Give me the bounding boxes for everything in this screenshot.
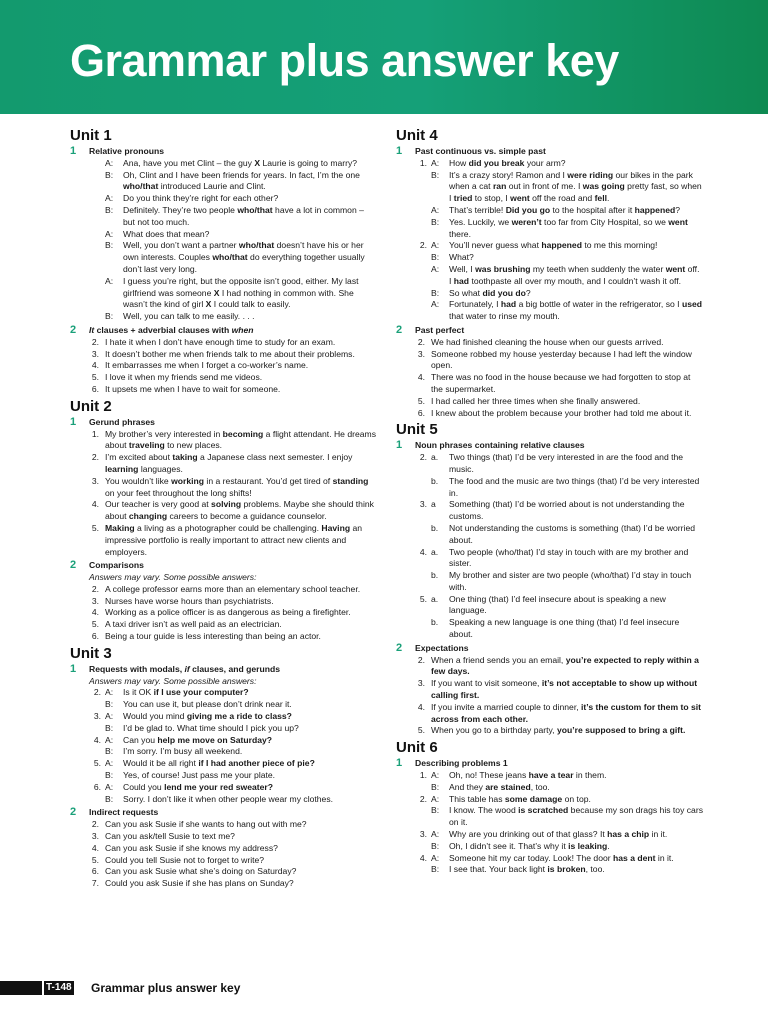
answer-text: Can you help me move on Saturday?	[123, 734, 273, 745]
answer-text: Can you ask Susie what she’s doing on Saturday?	[105, 866, 297, 877]
answer-line	[89, 770, 378, 782]
answer-text: How did you break your arm?	[449, 157, 566, 168]
answer-text: I had called her three times when she finally answered.	[431, 395, 641, 406]
answer-text: What does that mean?	[123, 228, 210, 239]
answer-line	[89, 372, 378, 384]
unit-title: Unit 5	[396, 421, 438, 439]
answer-line	[89, 193, 378, 205]
exercise-section	[70, 325, 378, 396]
answer-text: Could you lend me your red sweater?	[123, 781, 273, 792]
exercise-title: Comparisons	[89, 560, 144, 571]
unit-title: Unit 1	[70, 127, 112, 144]
answer-text: Definitely. They’re two people who/that have a lot in common – but not too much.	[123, 204, 364, 227]
answer-text: It upsets me when I have to wait for someone.	[105, 383, 281, 394]
answer-line	[89, 843, 378, 855]
item-number: 6.	[417, 407, 425, 418]
speaker-label: B:	[105, 311, 114, 322]
speaker-label: A:	[105, 711, 114, 722]
answer-text: The food and the music are two things (that) I’d be very interested in.	[449, 475, 700, 498]
item-number: 3.	[417, 348, 425, 359]
answer-line	[89, 349, 378, 361]
answer-text: I’m sorry. I’m busy all weekend.	[123, 746, 243, 757]
item-number: 4.	[417, 701, 425, 712]
speaker-label: B:	[431, 287, 440, 298]
speaker-label: B:	[431, 781, 440, 792]
page-number: T-148	[46, 982, 72, 993]
answer-line	[89, 170, 378, 194]
answer-line	[415, 252, 704, 264]
speaker-label: B:	[431, 840, 440, 851]
speaker-label: A:	[105, 228, 114, 239]
answer-text: When a friend sends you an email, you’re expected to reply within a few days.	[431, 654, 699, 677]
exercise-number: 1	[396, 757, 403, 770]
answer-text: Someone robbed my house yesterday because I had left the window open.	[431, 348, 692, 371]
answer-text: Two things (that) I’d be very interested in are the food and the music.	[449, 452, 684, 474]
item-number: 3.	[93, 711, 101, 722]
answer-text: Is it OK if I use your computer?	[123, 687, 249, 698]
speaker-label: b.	[431, 617, 439, 628]
item-number: 4.	[417, 372, 425, 383]
footer	[0, 978, 768, 998]
answer-line	[415, 396, 704, 408]
unit-block	[396, 739, 704, 876]
answer-text: Would you mind giving me a ride to class?	[123, 711, 292, 722]
exercise-section	[396, 758, 704, 876]
answer-line	[89, 499, 378, 523]
exercise-title: Noun phrases containing relative clauses	[415, 440, 585, 451]
item-number: 5.	[91, 619, 99, 630]
answer-text: I guess you’re right, but the opposite isn’t good, either. My last girlfriend was someone X I had nothing in common with. She wasn’t the kind of girl X I could talk to easily.	[123, 275, 359, 310]
item-number: 6.	[91, 631, 99, 642]
answer-line	[415, 264, 704, 288]
answer-line	[89, 276, 378, 311]
exercise-number: 2	[396, 641, 403, 654]
speaker-label: B:	[431, 216, 440, 227]
answer-text: Ana, have you met Clint – the guy X Laurie is going to marry?	[123, 157, 358, 168]
speaker-label: A:	[105, 687, 114, 698]
answer-text: And they are stained, too.	[449, 781, 550, 792]
item-number: 3.	[91, 348, 99, 359]
item-number: 3.	[419, 829, 427, 840]
unit-block	[396, 127, 704, 419]
answer-line	[415, 158, 704, 170]
answer-text: Why are you drinking out of that glass? It has a chip in it.	[449, 829, 668, 840]
answer-text: It doesn’t bother me when friends talk to me about their problems.	[105, 348, 355, 359]
item-number: 2.	[91, 819, 99, 830]
exercise-title: Describing problems 1	[415, 758, 508, 769]
answer-line	[89, 607, 378, 619]
answer-text: Can you ask Susie if she knows my address?	[105, 842, 278, 853]
answer-line	[89, 711, 378, 723]
answer-text: Something (that) I’d be worried about is not understanding the customs.	[449, 499, 685, 522]
speaker-label: A:	[105, 734, 114, 745]
answer-line	[89, 782, 378, 794]
answer-line	[415, 782, 704, 794]
exercise-number: 1	[70, 145, 77, 157]
answer-line	[89, 205, 378, 229]
item-number: 4.	[91, 607, 99, 618]
exercise-number: 2	[396, 323, 403, 336]
answer-line	[89, 794, 378, 806]
exercise-title: It clauses + adverbial clauses with when	[89, 324, 254, 335]
answer-line	[415, 349, 704, 373]
item-number: 2.	[91, 336, 99, 347]
item-number: 4.	[91, 360, 99, 371]
answer-line	[415, 217, 704, 241]
unit-title: Unit 2	[70, 397, 112, 415]
answer-text: One thing (that) I’d feel insecure about is speaking a new language.	[449, 593, 666, 616]
answer-text: Would it be all right if I had another piece of pie?	[123, 758, 315, 769]
speaker-label: A:	[431, 299, 440, 310]
speaker-label: A:	[105, 157, 114, 168]
answer-text: Yes. Luckily, we weren’t too far from City Hospital, so we went there.	[449, 216, 688, 239]
answer-line	[89, 452, 378, 476]
right-column	[396, 127, 704, 878]
item-number: 6.	[91, 866, 99, 877]
speaker-label: B:	[431, 169, 440, 180]
item-number: 7.	[91, 878, 99, 889]
answer-line	[89, 831, 378, 843]
exercise-section	[396, 440, 704, 641]
answer-line	[89, 384, 378, 396]
item-number: 2.	[91, 452, 99, 463]
answer-text: I know. The wood is scratched because my son drags his toy cars on it.	[449, 805, 703, 828]
answer-line	[415, 499, 704, 523]
answer-line	[415, 655, 704, 679]
answer-line	[415, 337, 704, 349]
answer-line	[89, 596, 378, 608]
item-number: 5.	[93, 758, 101, 769]
speaker-label: A:	[105, 275, 114, 286]
answer-text: My brother’s very interested in becoming a flight attendant. He dreams about traveling to new places.	[105, 428, 377, 451]
unit-title: Unit 3	[70, 644, 112, 662]
answer-text: Making a living as a photographer could be challenging. Having an impressive portfolio is really important to attract new clients and employers.	[105, 522, 363, 557]
answer-line	[415, 725, 704, 737]
exercise-number: 1	[396, 439, 403, 452]
item-number: 3.	[91, 831, 99, 842]
item-number: 4.	[91, 499, 99, 510]
item-number: 4.	[419, 546, 427, 557]
answer-text: So what did you do?	[449, 287, 531, 298]
speaker-label: a.	[431, 593, 439, 604]
speaker-label: B:	[105, 204, 114, 215]
item-number: 6.	[93, 781, 101, 792]
answer-text: It’s a crazy story! Ramon and I were riding our bikes in the park when a cat ran out in front of me. I was going pretty fast, so when I tried to stop, I went off the road and fell.	[449, 169, 702, 204]
answer-line	[415, 372, 704, 396]
unit-block	[70, 127, 378, 396]
speaker-label: A:	[431, 770, 440, 781]
footer-bar	[0, 981, 42, 995]
item-number: 2.	[91, 583, 99, 594]
speaker-label: B:	[431, 252, 440, 263]
answer-line	[89, 723, 378, 735]
answer-text: I’m excited about taking a Japanese class next semester. I enjoy learning languages.	[105, 452, 353, 474]
exercise-section	[396, 643, 704, 737]
answer-text: My brother and sister are two people (who/that) I’d stay in touch with.	[449, 570, 692, 592]
answer-text: I knew about the problem because your brother had told me about it.	[431, 407, 692, 418]
answer-text: If you want to visit someone, it’s not acceptable to show up without calling first.	[431, 678, 698, 701]
answer-text: I hate it when I don’t have enough time to study for an exam.	[105, 336, 336, 347]
exercise-title: Gerund phrases	[89, 416, 155, 427]
exercise-number: 1	[70, 662, 77, 675]
speaker-label: B:	[105, 770, 114, 781]
answer-line	[89, 360, 378, 372]
exercise-title: Requests with modals, if clauses, and gerunds	[89, 663, 281, 674]
answer-text: Speaking a new language is one thing (that) I’d feel insecure about.	[449, 617, 680, 640]
speaker-label: B:	[431, 805, 440, 816]
item-number: 5.	[417, 725, 425, 736]
answer-line	[89, 631, 378, 643]
answer-line	[89, 878, 378, 890]
item-number: 2.	[419, 793, 427, 804]
unit-block	[396, 421, 704, 737]
answer-line	[89, 240, 378, 275]
answer-text: I love it when my friends send me videos.	[105, 372, 263, 383]
speaker-label: B:	[105, 793, 114, 804]
speaker-label: B:	[105, 240, 114, 251]
exercise-title: Past perfect	[415, 324, 465, 335]
answer-text: Being a tour guide is less interesting than being an actor.	[105, 631, 321, 642]
exercise-note: Answers may vary. Some possible answers:	[89, 572, 257, 583]
exercise-number: 1	[396, 145, 403, 157]
answer-text: When you go to a birthday party, you’re supposed to bring a gift.	[431, 725, 686, 736]
item-number: 4.	[419, 852, 427, 863]
speaker-label: B:	[105, 699, 114, 710]
answer-line	[415, 288, 704, 300]
exercise-number: 2	[70, 806, 77, 819]
answer-text: A taxi driver isn’t as well paid as an electrician.	[105, 619, 282, 630]
answer-line	[89, 735, 378, 747]
exercise-title: Relative pronouns	[89, 146, 164, 156]
exercise-section	[70, 417, 378, 559]
exercise-title: Past continuous vs. simple past	[415, 146, 546, 156]
speaker-label: A:	[431, 240, 440, 251]
answer-line	[415, 523, 704, 547]
answer-line	[415, 702, 704, 726]
item-number: 2.	[417, 336, 425, 347]
answer-line	[89, 476, 378, 500]
speaker-label: A:	[431, 829, 440, 840]
exercise-section	[396, 146, 704, 323]
answer-line	[89, 429, 378, 453]
answer-line	[89, 158, 378, 170]
exercise-section	[70, 664, 378, 806]
speaker-label: b.	[431, 522, 439, 533]
item-number: 2.	[419, 240, 427, 251]
answer-text: You can use it, but please don’t drink near it.	[123, 699, 292, 710]
answer-text: Could you tell Susie not to forget to write?	[105, 854, 265, 865]
answer-line	[415, 594, 704, 618]
speaker-label: A:	[105, 193, 114, 204]
answer-text: What?	[449, 252, 474, 263]
answer-line	[415, 841, 704, 853]
exercise-section	[70, 560, 378, 643]
exercise-title: Expectations	[415, 642, 469, 653]
item-number: 3.	[91, 595, 99, 606]
answer-text: Well, you don’t want a partner who/that doesn’t have his or her own interests. Couples who/that do everything together usually don’t last very long.	[123, 240, 365, 274]
answer-line	[415, 853, 704, 865]
unit-title: Unit 6	[396, 739, 438, 757]
left-column	[70, 127, 378, 892]
speaker-label: B:	[105, 169, 114, 180]
speaker-label: A:	[105, 758, 114, 769]
answer-line	[89, 758, 378, 770]
speaker-label: A:	[431, 263, 440, 274]
answer-text: Well, you can talk to me easily. . . .	[123, 311, 255, 322]
answer-line	[415, 617, 704, 641]
answer-text: Nurses have worse hours than psychiatrists.	[105, 595, 274, 606]
answer-line	[415, 805, 704, 829]
speaker-label: B:	[105, 746, 114, 757]
answer-text: Our teacher is very good at solving problems. Maybe she should think about changing careers to become a guidance counselor.	[105, 499, 374, 522]
answer-text: It embarrasses me when I forget a co-worker’s name.	[105, 360, 309, 371]
answer-text: Oh, I didn’t see it. That’s why it is leaking.	[449, 840, 610, 851]
item-number: 6.	[91, 383, 99, 394]
answer-line	[415, 770, 704, 782]
answer-line	[415, 547, 704, 571]
answer-line	[89, 687, 378, 699]
item-number: 5.	[419, 593, 427, 604]
answer-line	[89, 855, 378, 867]
answer-line	[89, 311, 378, 323]
speaker-label: B:	[431, 864, 440, 875]
item-number: 4.	[93, 734, 101, 745]
page-title: Grammar plus answer key	[70, 35, 619, 86]
answer-line	[415, 452, 704, 476]
answer-text: Sorry. I don’t like it when other people wear my clothes.	[123, 793, 334, 804]
answer-text: Could you ask Susie if she has plans on Sunday?	[105, 878, 294, 889]
speaker-label: b.	[431, 475, 439, 486]
exercise-section	[396, 325, 704, 419]
speaker-label: b.	[431, 570, 439, 581]
speaker-label: A:	[431, 157, 440, 168]
item-number: 1.	[419, 157, 427, 168]
answer-text: Two people (who/that) I’d stay in touch with are my brother and sister.	[449, 546, 689, 569]
answer-text: Oh, no! These jeans have a tear in them.	[449, 770, 607, 781]
unit-block	[70, 645, 378, 890]
answer-line	[89, 584, 378, 596]
answer-text: Someone hit my car today. Look! The door has a dent in it.	[449, 852, 674, 863]
answer-text: You’ll never guess what happened to me this morning!	[449, 240, 658, 251]
answer-text: Do you think they’re right for each other?	[123, 193, 279, 204]
answer-line	[89, 699, 378, 711]
answer-text: Can you ask Susie if she wants to hang out with me?	[105, 819, 307, 830]
speaker-label: a.	[431, 546, 439, 557]
speaker-label: A:	[431, 204, 440, 215]
answer-text: That’s terrible! Did you go to the hospital after it happened?	[449, 204, 681, 215]
answer-text: Working as a police officer is as dangerous as being a firefighter.	[105, 607, 351, 618]
item-number: 2.	[93, 687, 101, 698]
exercise-section	[70, 807, 378, 890]
speaker-label: a.	[431, 452, 439, 463]
answer-text: I’d be glad to. What time should I pick you up?	[123, 722, 299, 733]
answer-text: Can you ask/tell Susie to text me?	[105, 831, 235, 842]
item-number: 3.	[91, 475, 99, 486]
answer-line	[89, 819, 378, 831]
speaker-label: A:	[105, 781, 114, 792]
exercise-note: Answers may vary. Some possible answers:	[89, 675, 257, 686]
item-number: 1.	[91, 428, 99, 439]
answer-text: You wouldn’t like working in a restaurant. You’d get tired of standing on your feet throughout the long shifts!	[105, 475, 369, 498]
answer-text: We had finished cleaning the house when our guests arrived.	[431, 336, 664, 347]
answer-line	[89, 523, 378, 558]
answer-line	[415, 864, 704, 876]
item-number: 3.	[417, 678, 425, 689]
answer-line	[415, 829, 704, 841]
answer-line	[415, 240, 704, 252]
answer-text: This table has some damage on top.	[449, 793, 591, 804]
speaker-label: B:	[105, 722, 114, 733]
item-number: 5.	[91, 854, 99, 865]
answer-line	[415, 794, 704, 806]
exercise-title: Indirect requests	[89, 807, 159, 818]
answer-text: I see that. Your back light is broken, too.	[449, 864, 605, 875]
answer-line	[415, 170, 704, 205]
answer-line	[89, 746, 378, 758]
exercise-section	[70, 146, 378, 323]
answer-line	[415, 299, 704, 323]
answer-line	[89, 619, 378, 631]
footer-title: Grammar plus answer key	[91, 981, 241, 995]
speaker-label: A:	[431, 852, 440, 863]
item-number: 4.	[91, 842, 99, 853]
speaker-label: A:	[431, 793, 440, 804]
item-number: 5.	[91, 522, 99, 533]
exercise-number: 2	[70, 323, 77, 336]
exercise-number: 1	[70, 415, 77, 428]
header-banner	[0, 0, 768, 114]
answer-line	[89, 229, 378, 241]
answer-line	[89, 337, 378, 349]
item-number: 5.	[417, 395, 425, 406]
item-number: 2.	[419, 452, 427, 463]
answer-line	[415, 570, 704, 594]
item-number: 2.	[417, 654, 425, 665]
answer-text: Yes, of course! Just pass me your plate.	[123, 770, 276, 781]
answer-text: There was no food in the house because we had forgotten to stop at the supermarket.	[431, 372, 691, 394]
answer-text: Not understanding the customs is something (that) I’d be worried about.	[449, 522, 696, 545]
exercise-number: 2	[70, 559, 77, 572]
answer-text: Oh, Clint and I have been friends for years. In fact, I’m the one who/that introduced Laurie and Clint.	[123, 169, 360, 192]
answer-text: Well, I was brushing my teeth when suddenly the water went off. I had toothpaste all over my mouth, and I couldn’t wash it off.	[449, 263, 700, 286]
answer-text: A college professor earns more than an elementary school teacher.	[105, 583, 361, 594]
speaker-label: a	[431, 499, 436, 510]
answer-text: Fortunately, I had a big bottle of water in the refrigerator, so I used that water to rinse my mouth.	[449, 299, 703, 322]
unit-title: Unit 4	[396, 127, 438, 144]
item-number: 5.	[91, 372, 99, 383]
answer-text: If you invite a married couple to dinner, it’s the custom for them to sit across from each other.	[431, 701, 702, 724]
answer-line	[415, 476, 704, 500]
unit-block	[70, 398, 378, 643]
answer-line	[415, 678, 704, 702]
answer-line	[415, 408, 704, 420]
answer-line	[415, 205, 704, 217]
item-number: 3.	[419, 499, 427, 510]
item-number: 1.	[419, 770, 427, 781]
answer-line	[89, 866, 378, 878]
